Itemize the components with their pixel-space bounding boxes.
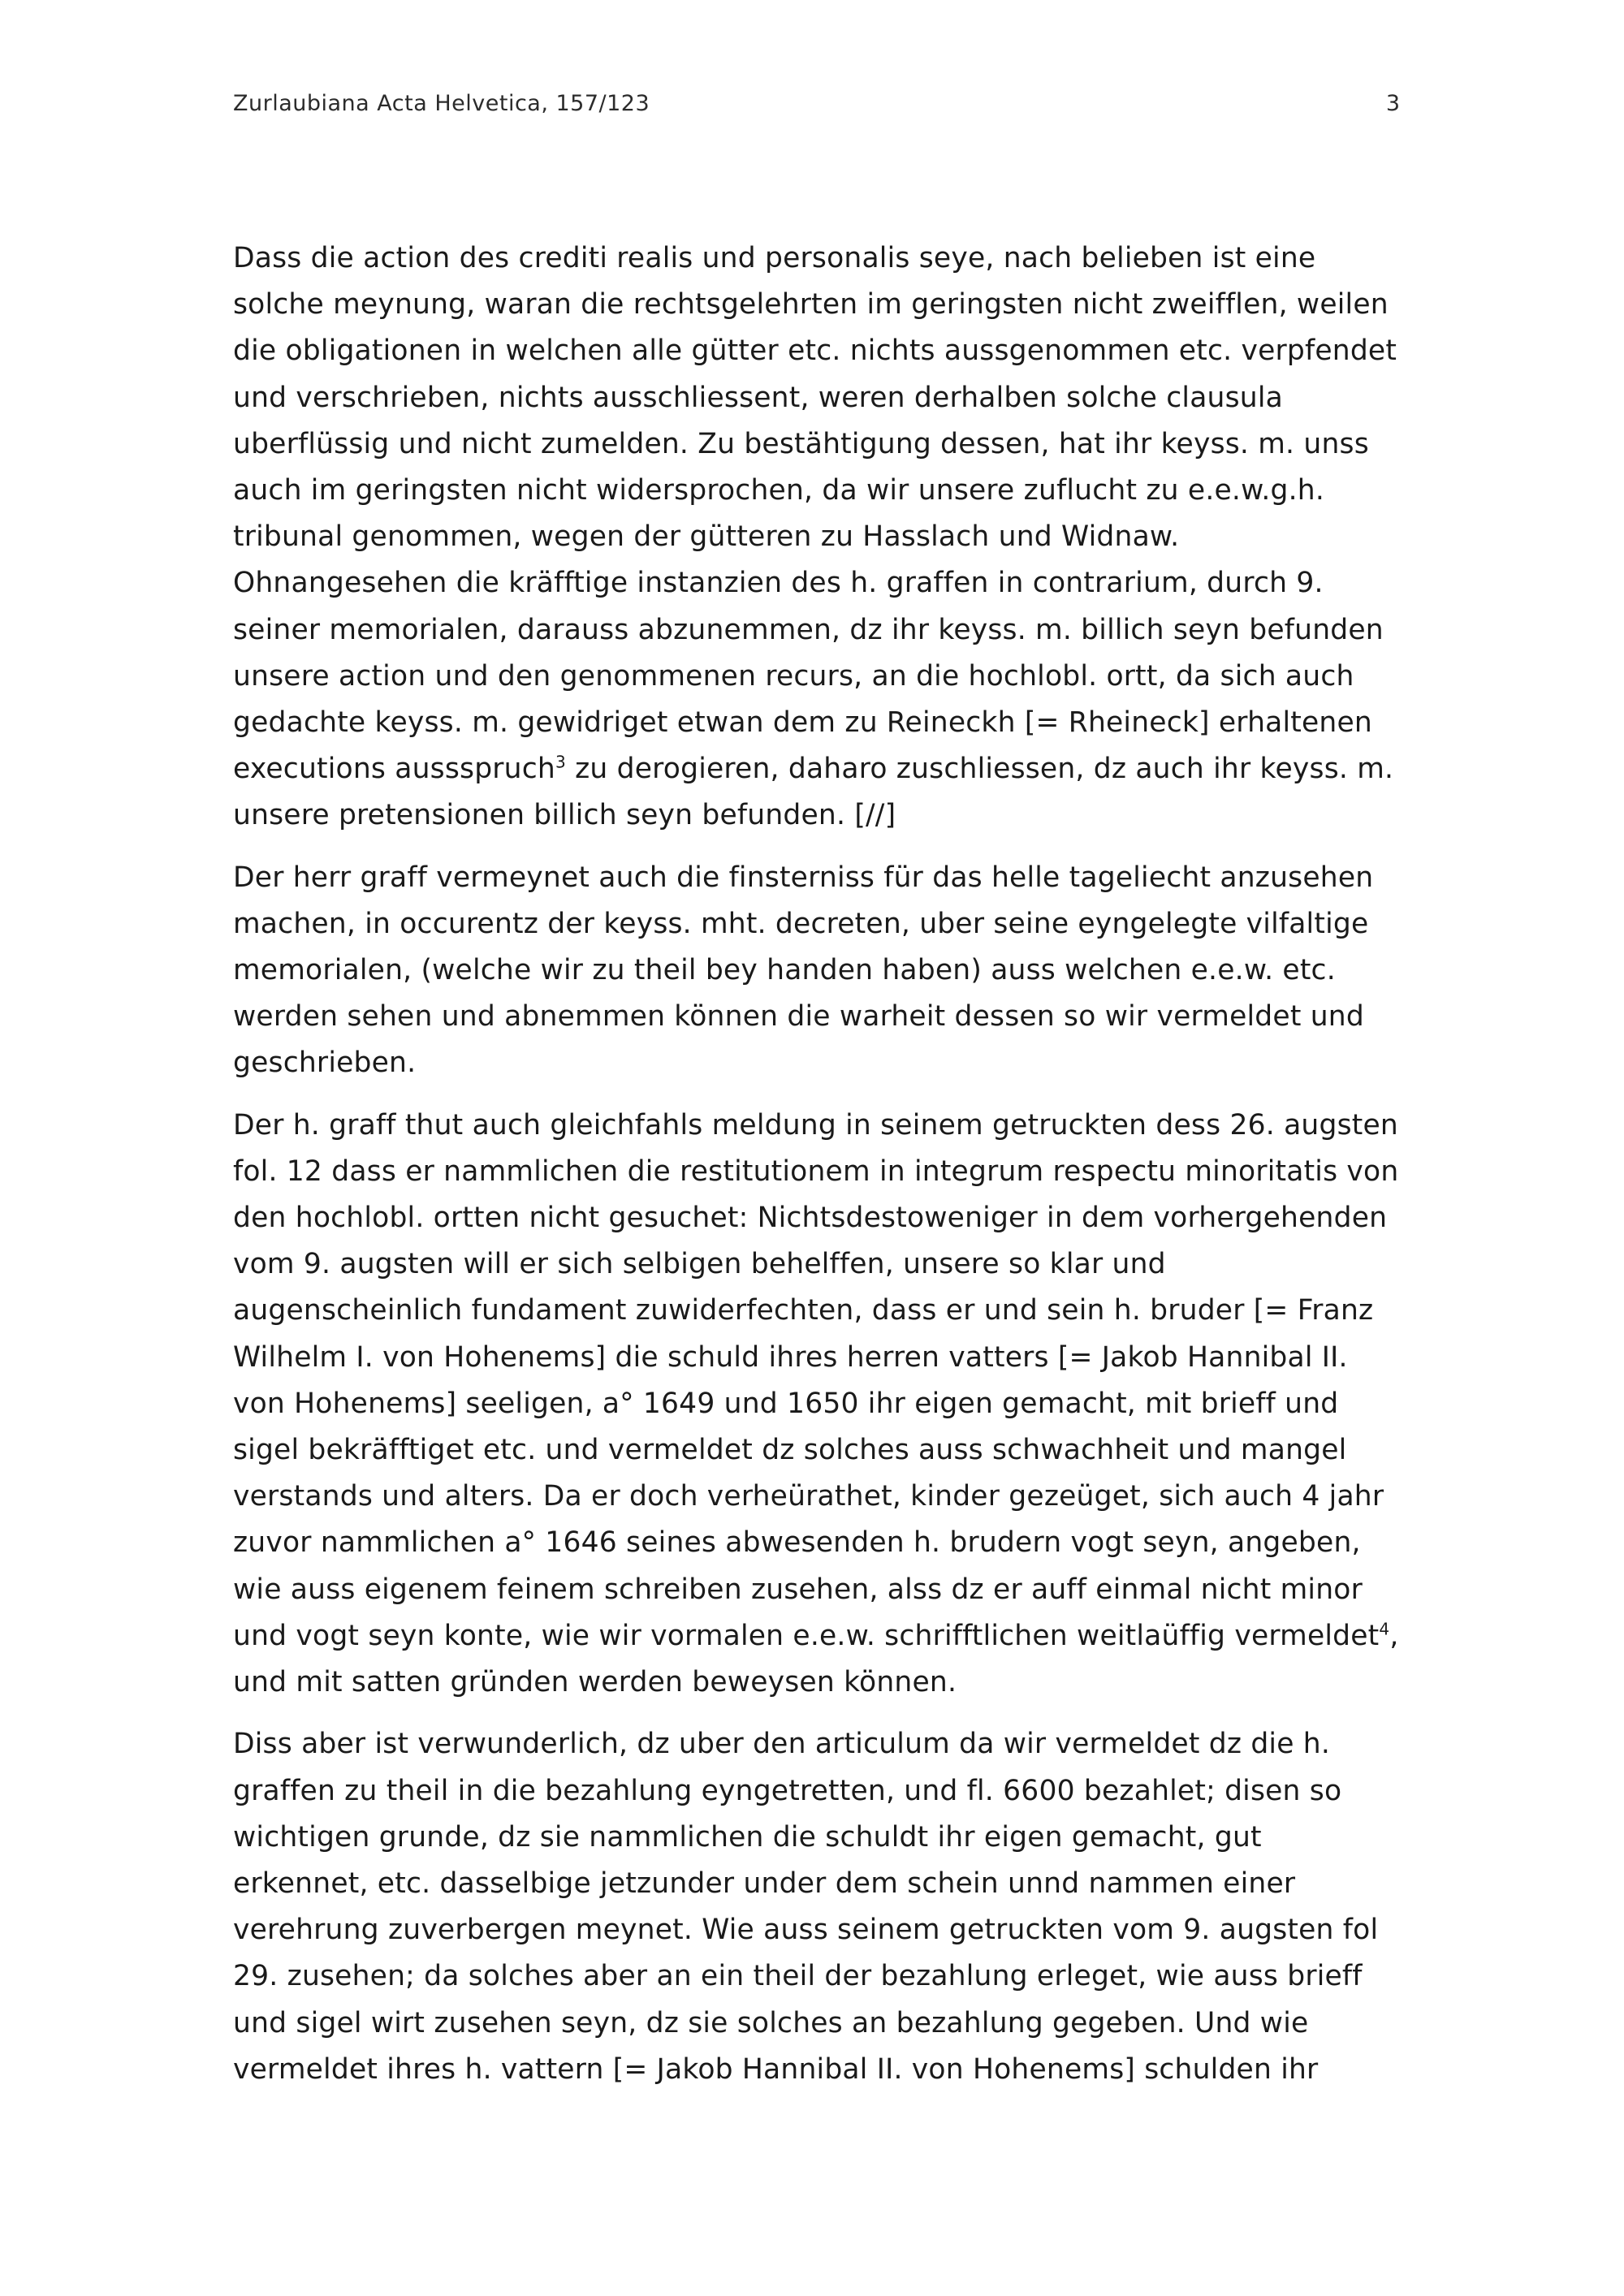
- running-header: Zurlaubiana Acta Helvetica, 157/123: [233, 91, 650, 116]
- paragraph-2-text: Der herr graff vermeynet auch die finsterniss für das helle tageliecht anzusehen machen, in occurentz der keyss. mht. decreten, uber seine eyngelegte vilfaltige memorialen, (welche wir zu theil bey handen haben) auss welchen e.e.w. etc. werden sehen und abnemmen können die warheit dessen so wir vermeldet und geschrieben.: [233, 861, 1374, 1080]
- paragraph-1: [233, 235, 1402, 839]
- paragraph-3: [233, 1103, 1402, 1707]
- page-number: 3: [1385, 91, 1400, 116]
- paragraph-4: [233, 1721, 1402, 2093]
- body-text: [233, 235, 1402, 2108]
- paragraph-3-text: Der h. graff thut auch gleichfahls meldung in seinem getruckten dess 26. augsten fol. 12 dass er nammlichen die restitutionem in integrum respectu minoritatis von den hochlobl. ortten nicht gesuchet: Nichtsdestoweniger in dem vorhergehenden vom 9. augsten will er sich selbigen behelffen, unsere so klar und augenscheinlich fundament zuwiderfechten, dass er und sein h. bruder [= Franz Wilhelm I. von Hohenems] die schuld ihres herren vatters [= Jakob Hannibal II. von Hohenems] seeligen, a° 1649 und 1650 ihr eigen gemacht, mit brieff und sigel bekräfftiget etc. und vermeldet dz solches auss schwachheit und mangel verstands und alters. Da er doch verheürathet, kinder gezeüget, sich auch 4 jahr zuvor nammlichen a° 1646 seines abwesenden h. brudern vogt seyn, angeben, wie auss eigenem feinem schreiben zusehen, alss dz er auff einmal nicht minor und vogt seyn konte, wie wir vormalen e.e.w. schrifftlichen weitlaüffig vermeldet: [233, 1108, 1399, 1652]
- paragraph-4-text: Diss aber ist verwunderlich, dz uber den articulum da wir vermeldet dz die h. graffen zu theil in die bezahlung eyngetretten, und fl. 6600 bezahlet; disen so wichtigen grunde, dz sie nammlichen die schuldt ihr eigen gemacht, gut erkennet, etc. dasselbige jetzunder under dem schein unnd nammen einer verehrung zuverbergen meynet. Wie auss seinem getruckten vom 9. augsten fol 29. zusehen; da solches aber an ein theil der bezahlung erleget, wie auss brieff und sigel wirt zusehen seyn, dz sie solches an bezahlung gegeben. Und wie vermeldet ihres h. vattern [= Jakob Hannibal II. von Hohenems] schulden ihr: [233, 1728, 1379, 2086]
- paragraph-1-text-cont: zu derogieren, daharo zuschliessen, dz auch ihr keyss. m. unsere pretensionen billich seyn befunden. [//]: [233, 753, 1394, 832]
- paragraph-1-text: Dass die action des crediti realis und personalis seye, nach belieben ist eine solche meynung, waran die rechtsgelehrten im geringsten nicht zweifflen, weilen die obligationen in welchen alle gütter etc. nichts aussgenommen etc. verpfendet und verschrieben, nichts ausschliessent, weren derhalben solche clausula uberflüssig und nicht zumelden. Zu bestähtigung dessen, hat ihr keyss. m. unss auch im geringsten nicht widersprochen, da wir unsere zuflucht zu e.e.w.g.h. tribunal genommen, wegen der gütteren zu Hasslach und Widnaw. Ohnangesehen die kräfftige instanzien des h. graffen in contrarium, durch 9. seiner memorialen, darauss abzunemmen, dz ihr keyss. m. billich seyn befunden unsere action und den genommenen recurs, an die hochlobl. ortt, da sich auch gedachte keyss. m. gewidriget etwan dem zu Reineckh [= Rheineck] erhaltenen executions aussspruch: [233, 242, 1397, 786]
- paragraph-2: [233, 855, 1402, 1087]
- footnote-marker-3[interactable]: 3: [555, 752, 566, 772]
- footnote-marker-4[interactable]: 4: [1379, 1619, 1390, 1639]
- paragraph-3-text-cont: , und mit satten gründen werden beweysen können.: [233, 1619, 1399, 1699]
